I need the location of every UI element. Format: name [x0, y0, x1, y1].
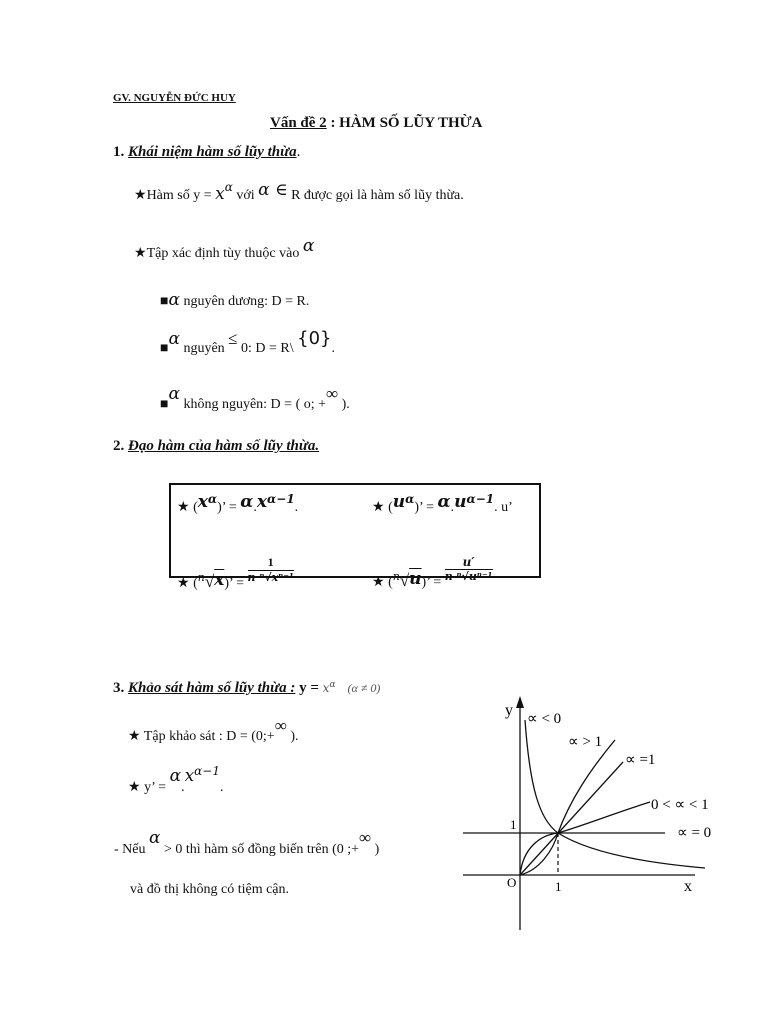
paren-open: ( [384, 575, 393, 591]
infinity-symbol: ∞ [326, 384, 339, 403]
square-bullet-icon: ■ [160, 294, 169, 309]
survey-text-b: ). [286, 729, 299, 744]
infinity-symbol: ∞ [274, 716, 287, 735]
exp-alpha-minus-1: α−1 [466, 492, 495, 506]
formula-power-x [177, 492, 299, 516]
le-symbol: ≤ [228, 329, 238, 348]
author-header: GV. NGUYỄN ĐỨC HUY [113, 92, 236, 104]
star-icon: ★ [134, 188, 147, 203]
section1-dot: . [296, 144, 301, 160]
section3-title: Khảo sát hàm số lũy thừa : [128, 680, 296, 696]
infinity-symbol: ∞ [359, 828, 372, 847]
label-alpha-negative: ∝ < 0 [527, 711, 562, 727]
star-icon: ★ [372, 500, 385, 515]
var-u: u [409, 569, 422, 590]
alpha-symbol: α [168, 329, 180, 349]
star-icon: ★ [177, 575, 190, 591]
power-function-graph [455, 690, 755, 940]
star-icon: ★ [128, 780, 141, 795]
root-index: n [392, 570, 400, 584]
y-tick-1: 1 [510, 817, 517, 832]
derivative-label: y’ = [140, 780, 170, 795]
derivative-mark: )’ = [224, 575, 248, 591]
fraction-denominator: n ⁿ√xⁿ⁻¹ [247, 571, 294, 584]
fraction-denominator: n ⁿ√uⁿ⁻¹ [444, 570, 493, 583]
paren-open: ( [189, 575, 198, 591]
paren-open: ( [384, 500, 393, 515]
coef-alpha: α [169, 766, 182, 786]
section3-eq: y = [295, 680, 323, 696]
curve-alpha-gt1 [520, 740, 615, 875]
end-dot: . [294, 500, 299, 515]
label-alpha-gt1: ∝ > 1 [568, 734, 603, 750]
end-dot: . [219, 780, 224, 795]
section2-heading [113, 438, 319, 455]
dot: . [181, 780, 185, 795]
derivative-line [128, 764, 224, 795]
eq-alpha: α [329, 680, 336, 690]
var-x: x [197, 492, 208, 512]
exp-alpha: α [207, 492, 218, 506]
fraction [248, 555, 294, 584]
x-axis-label: x [684, 878, 692, 895]
increasing-line [114, 828, 380, 857]
no-asymptote-line [130, 882, 289, 898]
page-title [270, 115, 482, 132]
var-x: x [214, 569, 225, 590]
zero-set: {0} [297, 328, 332, 349]
exp-alpha: α [405, 492, 415, 506]
y-axis-label: y [505, 702, 513, 719]
case1-text: nguyên dương: D = R. [179, 294, 310, 309]
survey-domain-line [128, 716, 299, 744]
derivative-mark: )’ = [414, 500, 438, 515]
increasing-close: ) [371, 842, 380, 857]
increasing-text: > 0 thì hàm số đồng biến trên (0 ;+ [160, 842, 360, 857]
if-text: - Nếu [114, 842, 149, 857]
star-icon: ★ [134, 246, 147, 261]
case-nonpositive-integer [160, 328, 335, 356]
domain-text: Tập xác định tùy thuộc vào [146, 246, 303, 261]
root-index: n [197, 570, 205, 584]
case2-text-a: nguyên [179, 341, 229, 356]
section1-heading [113, 144, 300, 161]
paren-open: ( [189, 500, 198, 515]
formula-root-u [372, 555, 493, 591]
var-x: x [215, 184, 225, 204]
alpha-in: α ∈ [258, 180, 288, 200]
formula-power-u [372, 492, 513, 516]
eq-condition: (α ≠ 0) [347, 681, 381, 695]
fraction-numerator: u′ [462, 555, 475, 569]
label-alpha-zero: ∝ = 0 [677, 825, 712, 841]
case2-dot: . [331, 341, 335, 356]
coef-alpha: α [437, 492, 451, 512]
var-u: u [454, 492, 467, 512]
var-x: x [184, 766, 195, 786]
radical-icon: √ [204, 571, 215, 591]
alpha-symbol: α [168, 290, 180, 310]
alpha-symbol: α [302, 236, 315, 256]
alpha-symbol: α [168, 384, 180, 404]
star-icon: ★ [372, 575, 385, 591]
definition-text-c: R được gọi là hàm số lũy thừa. [287, 188, 464, 203]
title-part2: : HÀM SỐ LŨY THỪA [326, 115, 483, 131]
exp-alpha: α [224, 180, 233, 194]
survey-text-a: Tập khảo sát : D = (0;+ [140, 729, 275, 744]
case3-text-a: không nguyên: D = ( o; + [179, 397, 327, 412]
definition-line [134, 180, 464, 204]
section1-title: Khái niệm hàm số lũy thừa [128, 144, 297, 160]
section1-number: 1. [113, 144, 128, 160]
y-axis-arrow-icon [516, 696, 524, 708]
times-u-prime: . u’ [494, 500, 513, 515]
radical-icon: √ [399, 571, 410, 591]
definition-text-b: với [232, 188, 259, 203]
case-non-integer [160, 384, 350, 412]
exp-alpha-minus-1: α−1 [194, 764, 220, 778]
derivative-mark: )’ = [421, 575, 445, 591]
label-alpha-one: ∝ =1 [625, 752, 656, 768]
definition-text-a: Hàm số y = [146, 188, 216, 203]
no-asymptote-text: và đồ thị không có tiệm cận. [130, 882, 290, 897]
curve-alpha-one [520, 762, 623, 875]
x-tick-1: 1 [555, 879, 562, 894]
title-part1: Vấn đề 2 [270, 115, 327, 131]
curve-alpha-negative [525, 720, 705, 868]
dot: . [450, 500, 455, 515]
dot: . [253, 500, 257, 515]
origin-label: O [507, 875, 517, 890]
var-x: x [256, 492, 268, 512]
section2-title: Đạo hàm của hàm số lũy thừa. [128, 438, 320, 454]
formula-root-x [177, 555, 294, 591]
section3-number: 3. [113, 680, 128, 696]
eq-x: x [322, 681, 330, 695]
square-bullet-icon: ■ [160, 397, 169, 412]
case2-text-b: 0: D = R\ [237, 341, 298, 356]
coef-alpha: α [240, 492, 254, 512]
star-icon: ★ [128, 729, 141, 744]
star-icon: ★ [177, 500, 190, 515]
label-alpha-between: 0 < ∝ < 1 [651, 797, 709, 813]
exp-alpha-minus-1: α−1 [267, 492, 295, 506]
var-u: u [392, 492, 406, 512]
alpha-symbol: α [149, 828, 161, 848]
case3-text-b: ). [338, 397, 350, 412]
fraction [445, 555, 493, 583]
section3-heading [113, 680, 380, 697]
case-positive-integer [160, 290, 309, 310]
derivative-mark: )’ = [217, 500, 241, 515]
square-bullet-icon: ■ [160, 341, 169, 356]
domain-line [134, 236, 315, 262]
section2-number: 2. [113, 438, 128, 454]
fraction-numerator: 1 [267, 555, 274, 569]
